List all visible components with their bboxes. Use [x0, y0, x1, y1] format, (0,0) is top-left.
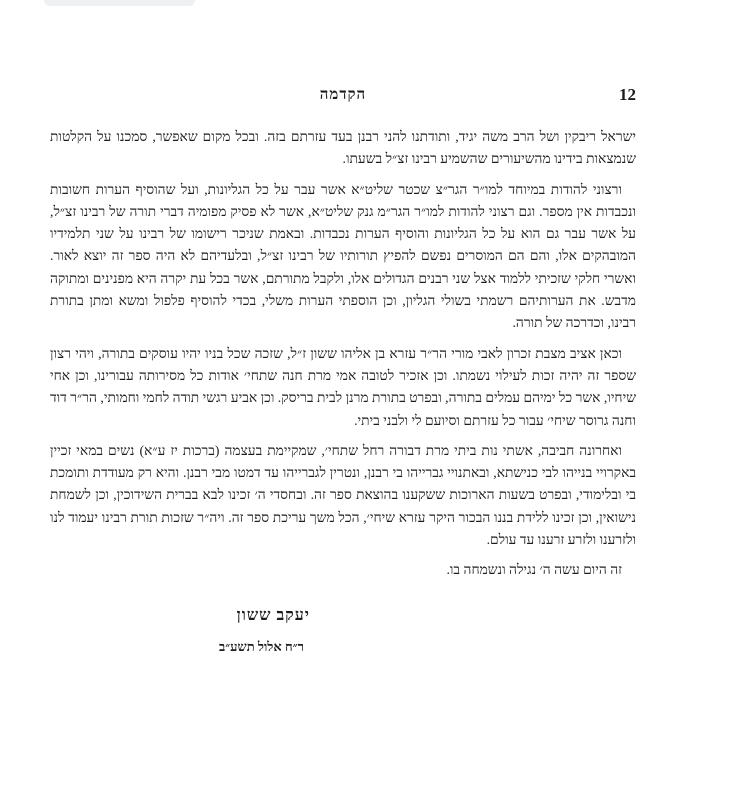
closing-line: זה היום עשה ה׳ נגילה ונשמחה בו. [446, 562, 622, 578]
paragraph-thanks-wife: ואחרונה חביבה, אשתי נות ביתי מרת דבורה רחל שתחי׳, שמקיימת בעצמה (ברכות יז ע״א) נשים במאי זכיין באקרויי בנייהו לבי כנישתא, ובאתנויי גברייהו בי רבנן, ונטרין לגברייהו עד דמטו מבי רבנן. והיא רק מעודדת ותומכת בי ובלימודי, ובפרט בשעות הארוכות ששקענו בהוצאת ספר זה. ובחסדי ה׳ זכינו לבא בברית השידוכין, וכן לשמחת נישואין, וכן זכינו ללידת בננו הבכור היקר עזרא שיחי׳, הכל משך עריכת ספר זה. ויה״ר שזכות תורת רבינו יעמוד לנו ולזרענו ולזרע זרענו עד עולם. [50, 442, 636, 548]
signature-date: ר״ח אלול תשע״ב [218, 639, 304, 655]
page-number: 12 [619, 85, 636, 104]
paragraph-memorial-father: וכאן אציב מצבת זכרון לאבי מורי הר״ר עזרא בן אליהו ששון ז״ל, שזכה שכל בניו יהיו עוסקים בתורה, ויהי רצון שספר זה יהיה זכות לעילוי נשמתו. וכן אזכיר לטובה אמי מרת חנה שתחי׳ אודות כל מסירותה עבורינו, וכן אחי שיחיו, אשר כל ימיהם עמלים בתורה, ובפרט בתורת מרנן לבית בריסק. וכן אביע רגשי תודה לחמי וחמותי, הר״ר דוד וחנה גרוסר שיחי׳ עבור כל עזרתם וסיועם לי ולבני ביתי. [50, 345, 636, 428]
page-title: הקדמה [319, 87, 367, 103]
body-text [50, 126, 636, 551]
top-bar-remnant [44, 0, 195, 6]
page-header [50, 84, 636, 106]
book-page [50, 84, 636, 677]
signature-block [50, 597, 636, 677]
author-name: יעקב ששון [236, 607, 310, 625]
paragraph-continuation: ישראל ריבקין ושל הרב משה יגיד, ותודתנו להני רבנן בעד עזרתם בזה. ובכל מקום שאפשר, סמכנו על הקלטות שנמצאות בידינו מהשיעורים שהשמיע רבינו זצ״ל בשעתו. [50, 129, 636, 167]
paragraph-thanks-teachers: ורצוני להודות במיוחד למו״ר הגר״צ שכטר שליט״א אשר עבר על כל הגליונות, ועל שהוסיף הערות חשובות ונכבדות אין מספר. וגם רצוני להודות למו״ר הגר״מ גנק שליט״א, אשר לא פסיק מפומיה דברי תורה של רבינו זצ״ל, על אשר עבר גם הוא על כל הגליונות והוסיף הערות נכבדות. ובאמת שניכר רישומו של רבינו על שני תלמידיו המובהקים אלו, והם הם המוסרים נפשם להפיץ תורותיו של רבינו זצ״ל, ובלעדיהם לא היה ספר זה יוצא לאור. ואשרי חלקי שזכיתי ללמוד אצל שני רבנים הגדולים אלו, ולקבל מתורתם, אשר בכל עת יקרה היא מפנינים ומתוקה מדבש. את הערותיהם רשמתי בשולי הגליון, וכן הוספתי הערות משלי, בכדי להוסיף פלפול ומשא ומתן בתורת רבינו, וכדרכה של תורה. [50, 181, 636, 331]
